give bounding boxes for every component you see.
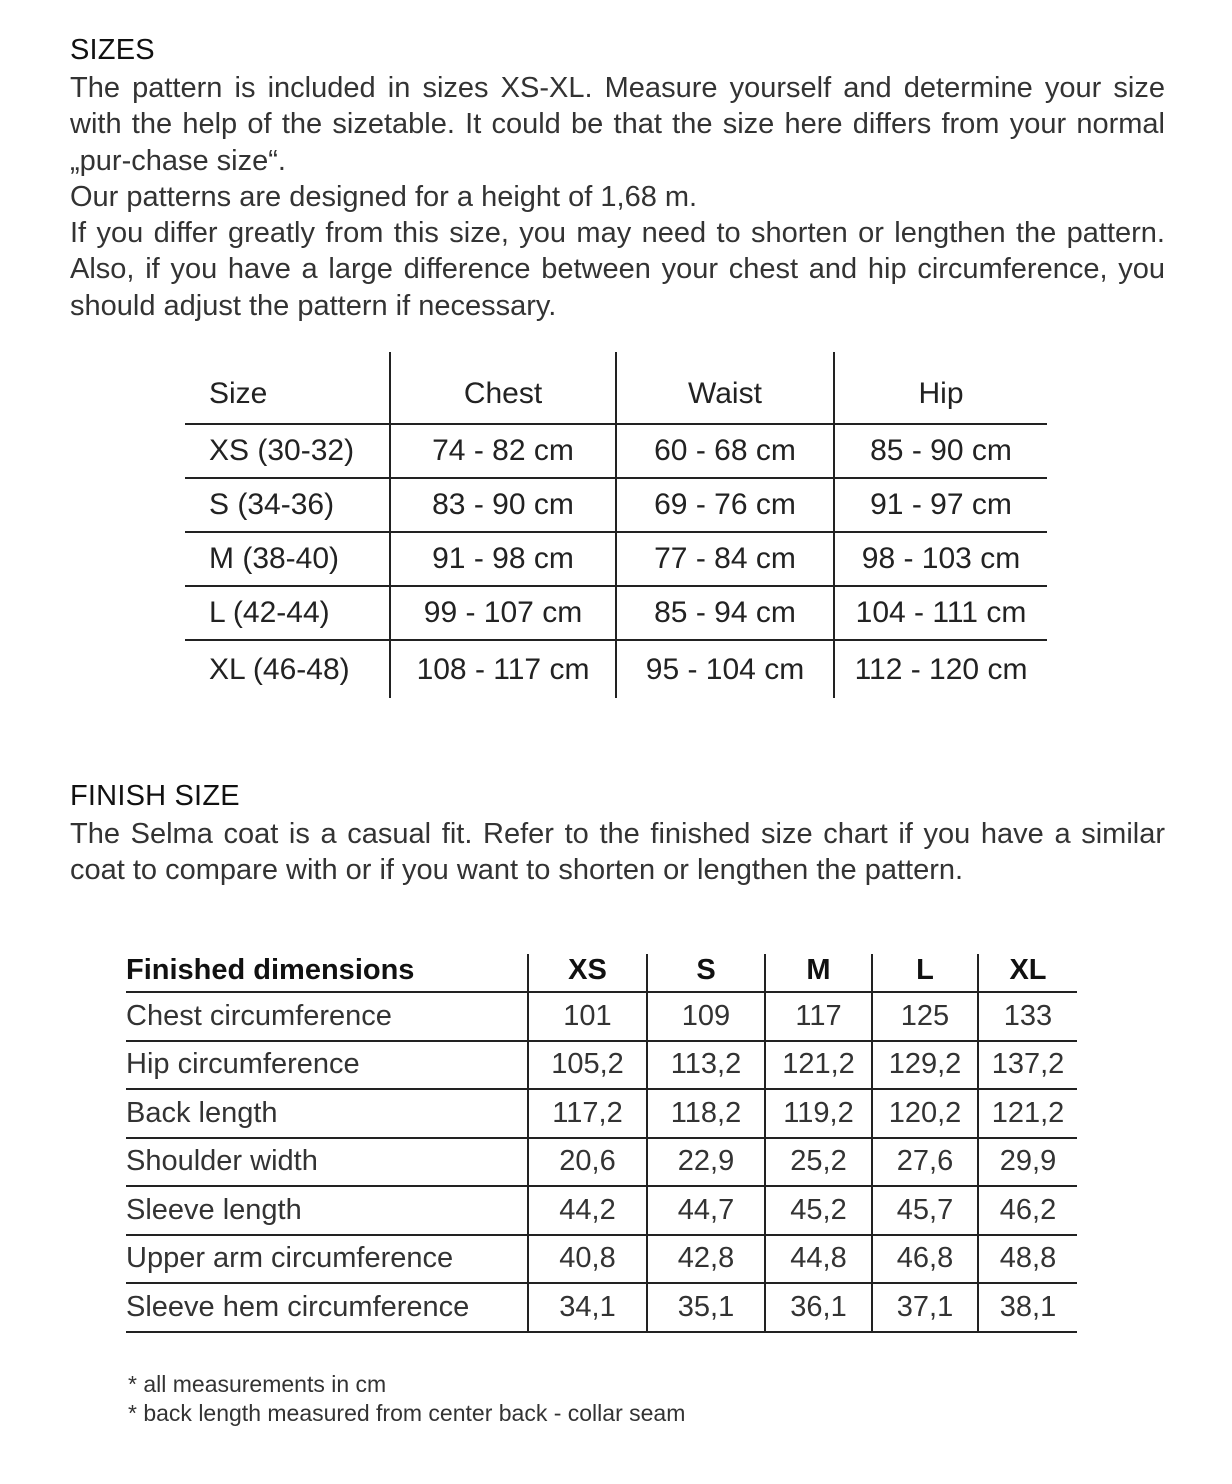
- dimension-label: Shoulder width: [126, 1138, 528, 1187]
- size-cell: XS (30-32): [185, 424, 390, 478]
- footnote: * all measurements in cm: [128, 1371, 387, 1397]
- value-cell: 42,8: [647, 1235, 765, 1284]
- chest-cell: 83 - 90 cm: [390, 478, 616, 532]
- waist-cell: 95 - 104 cm: [616, 640, 834, 698]
- value-cell: 46,8: [872, 1235, 978, 1284]
- value-cell: 37,1: [872, 1283, 978, 1332]
- table-row: [185, 532, 1047, 586]
- sizes-paragraph: The pattern is included in sizes XS-XL. Measure yourself and determine your size with the help of the sizetable. It could be that the size here differs from your normal „pur-chase size“.: [70, 72, 1165, 177]
- table-row: [126, 992, 1077, 1041]
- value-cell: 120,2: [872, 1089, 978, 1138]
- sizes-heading: SIZES: [70, 34, 155, 66]
- value-cell: 44,2: [528, 1186, 647, 1235]
- finished-dimensions-table: [126, 954, 1077, 1333]
- chest-cell: 108 - 117 cm: [390, 640, 616, 698]
- value-cell: 129,2: [872, 1041, 978, 1090]
- size-cell: XL (46-48): [209, 652, 350, 686]
- dimension-label: Sleeve length: [126, 1186, 528, 1235]
- xs-col-header: XS: [528, 954, 647, 992]
- finish-size-heading: FINISH SIZE: [70, 780, 240, 812]
- dimension-label: Sleeve hem circumference: [126, 1283, 528, 1332]
- waist-col-header: Waist: [616, 352, 834, 424]
- value-cell: 20,6: [528, 1138, 647, 1187]
- waist-cell: 60 - 68 cm: [616, 424, 834, 478]
- table-row: [185, 640, 1047, 698]
- value-cell: 105,2: [528, 1041, 647, 1090]
- hip-cell: 91 - 97 cm: [834, 478, 1047, 532]
- value-cell: 40,8: [528, 1235, 647, 1284]
- value-cell: 45,7: [872, 1186, 978, 1235]
- sizes-paragraph: If you differ greatly from this size, you may need to shorten or lengthen the pattern. Also, if you have a large difference between your chest and hip circumference, you should adjust the pattern if necessary.: [70, 217, 1165, 322]
- value-cell: 121,2: [765, 1041, 872, 1090]
- value-cell: 29,9: [978, 1138, 1077, 1187]
- chest-cell: 74 - 82 cm: [390, 424, 616, 478]
- dimension-label: Back length: [126, 1089, 528, 1138]
- value-cell: 45,2: [765, 1186, 872, 1235]
- value-cell: 27,6: [872, 1138, 978, 1187]
- footnotes: [128, 1370, 685, 1428]
- value-cell: 46,2: [978, 1186, 1077, 1235]
- value-cell: 121,2: [978, 1089, 1077, 1138]
- table-row: [126, 1235, 1077, 1284]
- finish-size-description: [70, 816, 1165, 889]
- waist-cell: 85 - 94 cm: [616, 586, 834, 640]
- dimension-label: Hip circumference: [126, 1041, 528, 1090]
- finish-size-paragraph: The Selma coat is a casual fit. Refer to the finished size chart if you have a similar coat to compare with or if you want to shorten or lengthen the pattern.: [70, 818, 1165, 887]
- dimension-label: Upper arm circumference: [126, 1235, 528, 1284]
- s-col-header: S: [647, 954, 765, 992]
- waist-cell: 69 - 76 cm: [616, 478, 834, 532]
- value-cell: 36,1: [765, 1283, 872, 1332]
- size-cell: S (34-36): [185, 478, 390, 532]
- hip-cell: 104 - 111 cm: [834, 586, 1047, 640]
- value-cell: 48,8: [978, 1235, 1077, 1284]
- table-row: [185, 424, 1047, 478]
- waist-cell: 77 - 84 cm: [616, 532, 834, 586]
- value-cell: 22,9: [647, 1138, 765, 1187]
- value-cell: 119,2: [765, 1089, 872, 1138]
- value-cell: 25,2: [765, 1138, 872, 1187]
- dimension-label: Chest circumference: [126, 992, 528, 1041]
- l-col-header: L: [872, 954, 978, 992]
- value-cell: 44,8: [765, 1235, 872, 1284]
- size-table-header-row: [185, 352, 1047, 424]
- finish-table-header-row: [126, 954, 1077, 992]
- sizes-description: [70, 70, 1165, 324]
- value-cell: 117,2: [528, 1089, 647, 1138]
- xl-col-header: XL: [978, 954, 1077, 992]
- value-cell: 118,2: [647, 1089, 765, 1138]
- table-row: [126, 1186, 1077, 1235]
- size-cell: M (38-40): [185, 532, 390, 586]
- value-cell: 133: [978, 992, 1077, 1041]
- footnote: * back length measured from center back - collar seam: [128, 1400, 686, 1426]
- size-table: [185, 352, 1047, 698]
- hip-cell: 85 - 90 cm: [834, 424, 1047, 478]
- table-row: [126, 1041, 1077, 1090]
- m-col-header: M: [765, 954, 872, 992]
- hip-cell: 112 - 120 cm: [834, 640, 1047, 698]
- hip-cell: 98 - 103 cm: [834, 532, 1047, 586]
- value-cell: 34,1: [528, 1283, 647, 1332]
- value-cell: 35,1: [647, 1283, 765, 1332]
- size-col-header: Size: [185, 352, 390, 424]
- chest-cell: 99 - 107 cm: [390, 586, 616, 640]
- sizes-paragraph: Our patterns are designed for a height of 1,68 m.: [70, 180, 698, 213]
- table-row: [126, 1089, 1077, 1138]
- table-row: [126, 1283, 1077, 1332]
- value-cell: 109: [647, 992, 765, 1041]
- dimension-col-header: Finished dimensions: [126, 954, 528, 992]
- value-cell: 125: [872, 992, 978, 1041]
- value-cell: 101: [528, 992, 647, 1041]
- chest-cell: 91 - 98 cm: [390, 532, 616, 586]
- value-cell: 44,7: [647, 1186, 765, 1235]
- value-cell: 137,2: [978, 1041, 1077, 1090]
- value-cell: 38,1: [978, 1283, 1077, 1332]
- table-row: [185, 586, 1047, 640]
- value-cell: 113,2: [647, 1041, 765, 1090]
- size-cell: L (42-44): [185, 586, 390, 640]
- hip-col-header: Hip: [834, 352, 1047, 424]
- chest-col-header: Chest: [390, 352, 616, 424]
- table-row: [185, 478, 1047, 532]
- value-cell: 117: [765, 992, 872, 1041]
- table-row: [126, 1138, 1077, 1187]
